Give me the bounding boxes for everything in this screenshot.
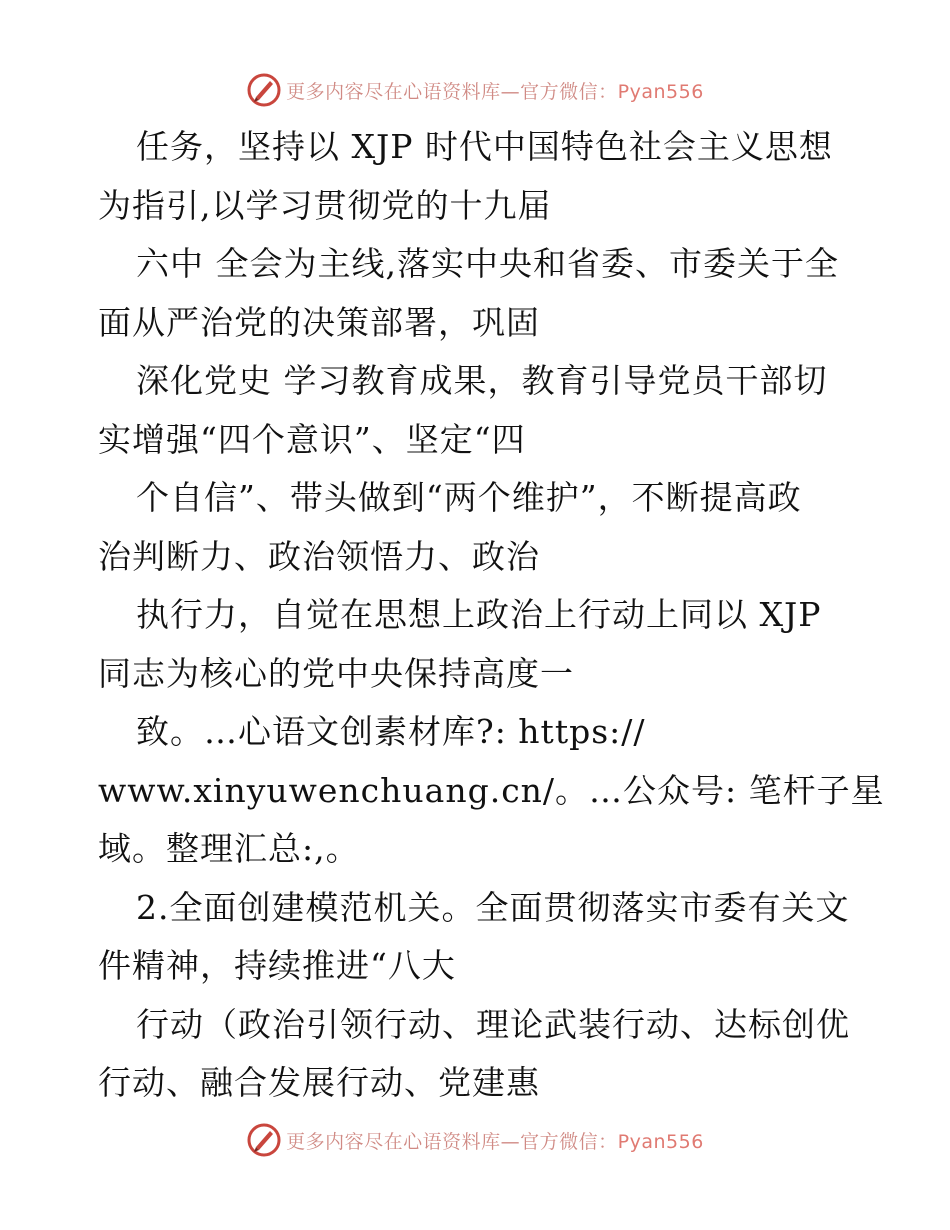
text-line: 同志为核心的党中央保持高度一	[98, 653, 574, 693]
text-line: 致。…心语文创素材库?: https://	[136, 712, 646, 751]
text-line: 实增强“四个意识”、坚定“四	[98, 419, 526, 459]
text-line: 行动（政治引领行动、理论武装行动、达标创优	[136, 1004, 850, 1044]
header-watermark	[0, 70, 950, 110]
text-line: 执行力，自觉在思想上政治上行动上同以 XJP	[136, 595, 822, 634]
banner-text: 更多内容尽在心语资料库—官方微信：Pyan556	[286, 80, 704, 103]
quill-logo-icon	[246, 72, 282, 108]
quill-logo-icon	[246, 1122, 282, 1158]
text-line: 2.全面创建模范机关。全面贯彻落实市委有关文	[136, 887, 850, 927]
document-body	[98, 118, 885, 1113]
text-line: 个自信”、带头做到“两个维护”，不断提高政	[136, 478, 802, 517]
text-line: 域。整理汇总:,。	[98, 829, 360, 868]
text-line: www.xinyuwenchuang.cn/。…公众号: 笔杆子星	[98, 770, 885, 810]
banner-wechat-id: Pyan556	[617, 1130, 704, 1153]
text-line: 治判断力、政治领悟力、政治	[98, 536, 540, 576]
text-line: 件精神，持续推进“八大	[98, 946, 456, 985]
text-line: 深化党史 学习教育成果，教育引导党员干部切	[136, 361, 828, 400]
banner-text: 更多内容尽在心语资料库—官方微信：Pyan556	[286, 1130, 704, 1153]
text-line: 任务，坚持以 XJP 时代中国特色社会主义思想	[136, 127, 833, 166]
text-line: 为指引,以学习贯彻党的十九届	[98, 185, 552, 225]
footer-watermark	[0, 1120, 950, 1160]
text-line: 行动、融合发展行动、党建惠	[98, 1063, 540, 1102]
text-line: 六中 全会为主线,落实中央和省委、市委关于全	[136, 244, 839, 283]
text-line: 面从严治党的决策部署，巩固	[98, 302, 540, 342]
banner-wechat-id: Pyan556	[617, 80, 704, 103]
